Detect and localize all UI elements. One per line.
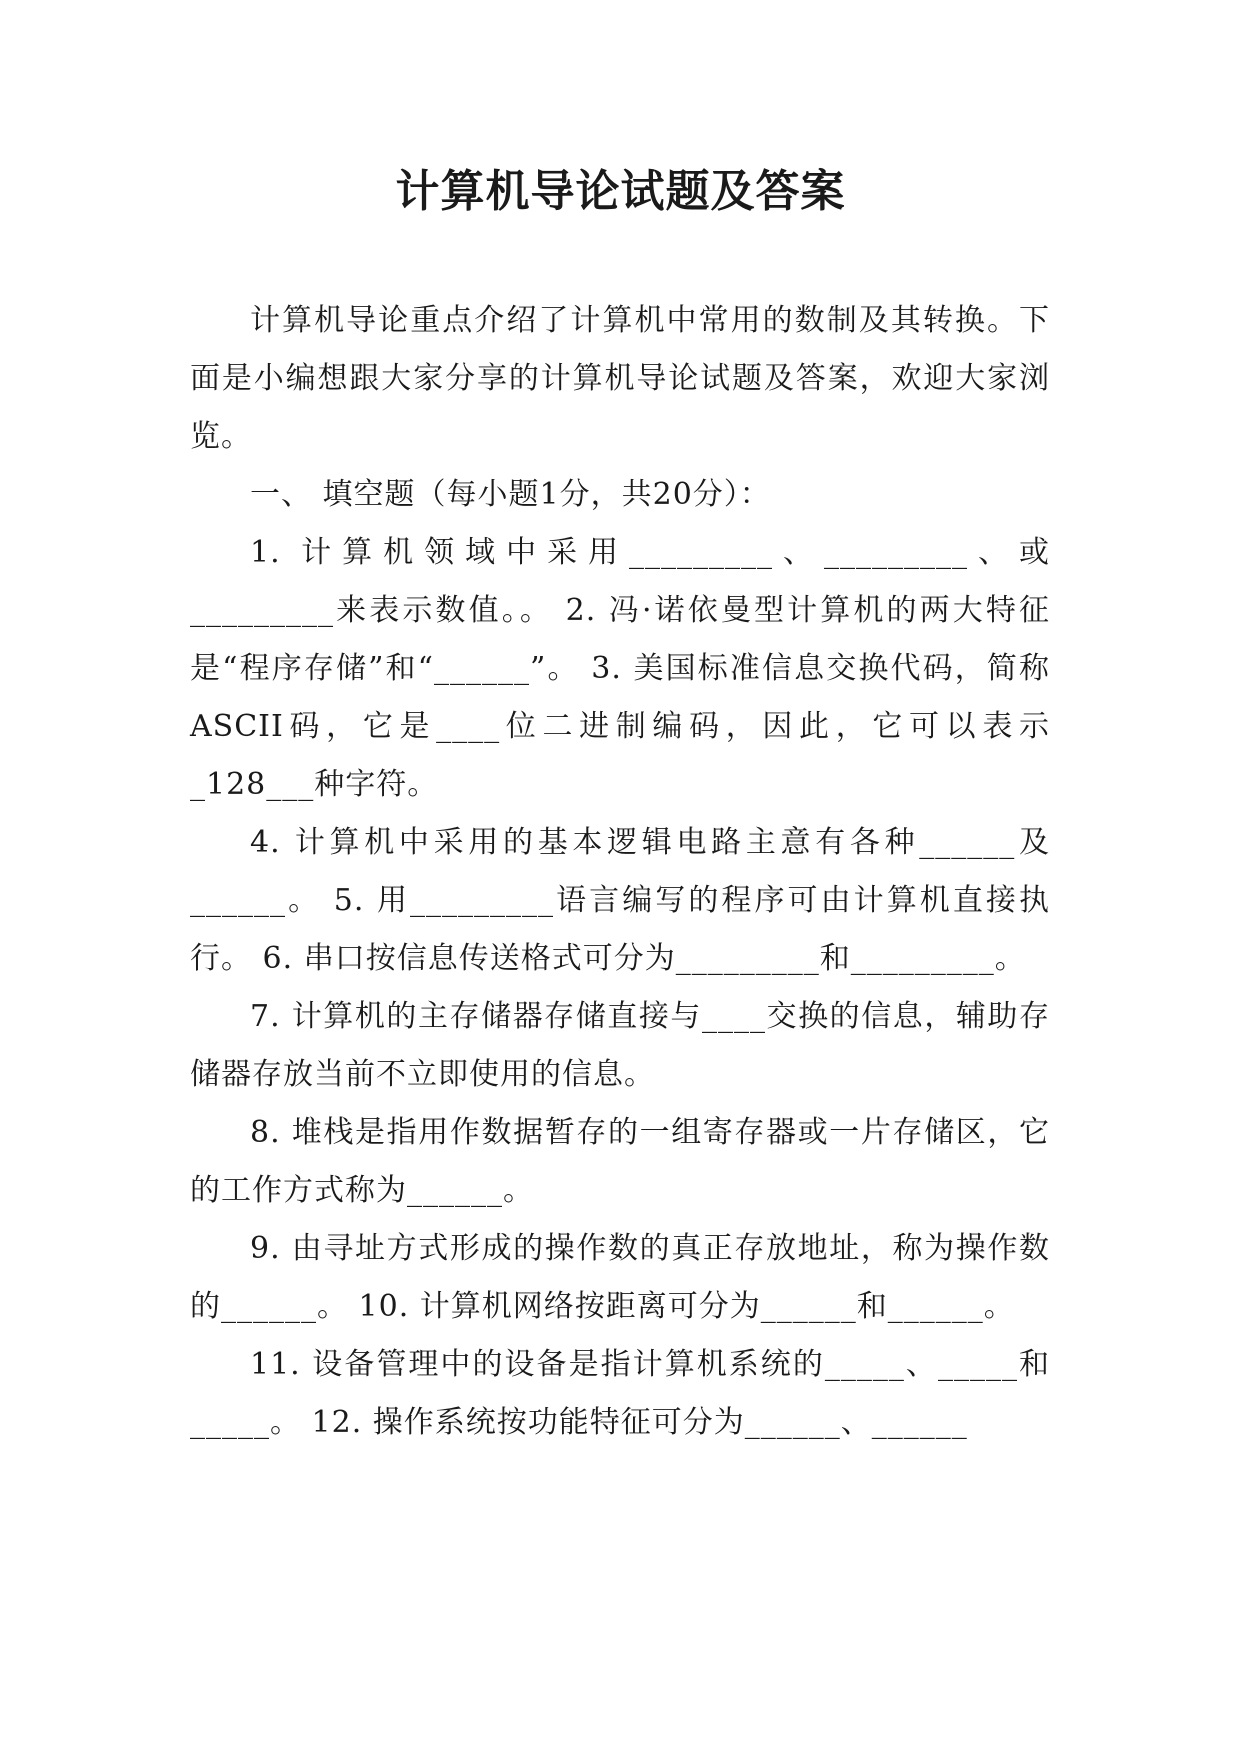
question-paragraph-3: 7. 计算机的主存储器存储直接与____交换的信息，辅助存储器存放当前不立即使用的信息。 — [190, 999, 1050, 1092]
question-paragraph-1: 1. 计算机领域中采用_________、_________、或_________来表示数值。。 2. 冯·诺依曼型计算机的两大特征是“程序存储”和“______”。 3. 美国标准信息交换代码，简称ASCII码，它是____位二进制编码，因此，它可以表示 _128___种字符。 — [190, 535, 1050, 802]
document-title: 计算机导论试题及答案 — [395, 166, 846, 217]
section-heading: 一、 填空题（每小题1分，共20分）： — [250, 477, 771, 512]
question-paragraph-4: 8. 堆栈是指用作数据暂存的一组寄存器或一片存储区，它的工作方式称为______。 — [190, 1115, 1050, 1208]
question-paragraph-2: 4. 计算机中采用的基本逻辑电路主意有各种______及______。 5. 用_________语言编写的程序可由计算机直接执行。 6. 串口按信息传送格式可分为_________和_________。 — [190, 825, 1050, 976]
question-paragraph-6: 11. 设备管理中的设备是指计算机系统的_____、_____和_____。 12. 操作系统按功能特征可分为______、______ — [190, 1347, 1050, 1440]
intro-paragraph: 计算机导论重点介绍了计算机中常用的数制及其转换。下面是小编想跟大家分享的计算机导论试题及答案，欢迎大家浏览。 — [190, 303, 1050, 454]
question-paragraph-5: 9. 由寻址方式形成的操作数的真正存放地址，称为操作数的______。 10. 计算机网络按距离可分为______和______。 — [190, 1231, 1050, 1324]
document-body — [190, 292, 1050, 1452]
